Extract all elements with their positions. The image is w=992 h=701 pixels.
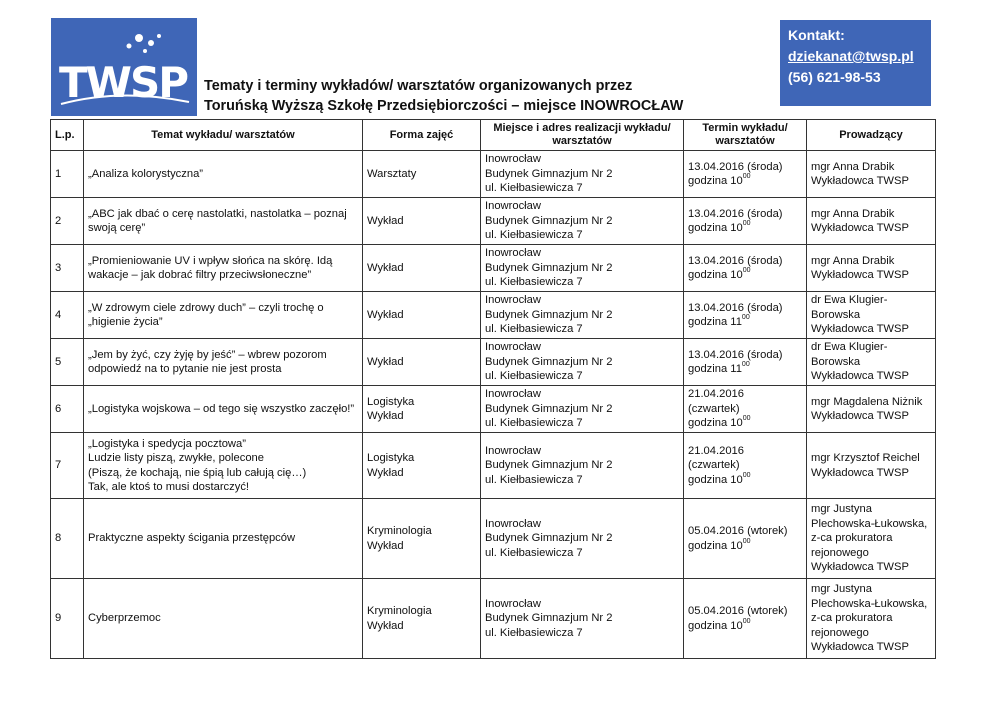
header-miejsce: Miejsce i adres realizacji wykładu/ warsztatów: [481, 120, 684, 151]
cell-prowadzacy: mgr Anna Drabik Wykładowca TWSP: [807, 245, 936, 292]
cell-termin: [684, 499, 807, 579]
cell-lp: 3: [51, 245, 84, 292]
table-row: [51, 339, 936, 386]
header-temat: Temat wykładu/ warsztatów: [84, 120, 363, 151]
termin-date: 13.04.2016 (środa): [688, 301, 783, 314]
cell-forma: Warsztaty: [363, 151, 481, 198]
header-forma: Forma zajęć: [363, 120, 481, 151]
cell-prowadzacy: mgr Justyna Plechowska-Łukowska, z-ca prokuratora rejonowego Wykładowca TWSP: [807, 579, 936, 659]
cell-temat: „Logistyka wojskowa – od tego się wszystko zaczęło!”: [84, 386, 363, 433]
cell-forma: Logistyka Wykład: [363, 433, 481, 499]
cell-lp: 9: [51, 579, 84, 659]
termin-date: 05.04.2016 (wtorek): [688, 525, 788, 537]
time-minutes: 00: [741, 361, 750, 368]
cell-prowadzacy: mgr Krzysztof Reichel Wykładowca TWSP: [807, 433, 936, 499]
time-hour: godzina 10: [688, 222, 743, 234]
termin-time: [688, 619, 802, 634]
table-row: [51, 245, 936, 292]
table-row: [51, 292, 936, 339]
termin-time: [688, 539, 802, 554]
cell-lp: 8: [51, 499, 84, 579]
contact-box: [780, 20, 931, 106]
cell-miejsce: Inowrocław Budynek Gimnazjum Nr 2 ul. Kiełbasiewicza 7: [481, 433, 684, 499]
cell-forma: Wykład: [363, 292, 481, 339]
contact-label: Kontakt:: [788, 27, 845, 43]
cell-termin: [684, 151, 807, 198]
termin-date: 21.04.2016 (czwartek): [688, 388, 744, 415]
termin-time: [688, 315, 802, 330]
cell-prowadzacy: dr Ewa Klugier- Borowska Wykładowca TWSP: [807, 292, 936, 339]
table-row: [51, 198, 936, 245]
cell-lp: 6: [51, 386, 84, 433]
header-termin: Termin wykładu/ warsztatów: [684, 120, 807, 151]
cell-termin: [684, 339, 807, 386]
table-row: [51, 579, 936, 659]
cell-forma: Wykład: [363, 198, 481, 245]
termin-date: 05.04.2016 (wtorek): [688, 605, 788, 617]
cell-temat: „Promieniowanie UV i wpływ słońca na skórę. Idą wakacje – jak dobrać filtry przeciwsłoneczne”: [84, 245, 363, 292]
table-row: [51, 151, 936, 198]
cell-temat: „W zdrowym ciele zdrowy duch” – czyli trochę o „higienie życia”: [84, 292, 363, 339]
cell-prowadzacy: mgr Magdalena Niżnik Wykładowca TWSP: [807, 386, 936, 433]
cell-termin: [684, 386, 807, 433]
time-minutes: 00: [742, 267, 751, 274]
cell-miejsce: Inowrocław Budynek Gimnazjum Nr 2 ul. Kiełbasiewicza 7: [481, 198, 684, 245]
termin-time: [688, 174, 802, 189]
time-hour: godzina 10: [688, 175, 743, 187]
time-minutes: 00: [742, 220, 751, 227]
cell-miejsce: Inowrocław Budynek Gimnazjum Nr 2 ul. Kiełbasiewicza 7: [481, 579, 684, 659]
cell-miejsce: Inowrocław Budynek Gimnazjum Nr 2 ul. Kiełbasiewicza 7: [481, 245, 684, 292]
termin-time: [688, 473, 802, 488]
header-lp: L.p.: [51, 120, 84, 151]
cell-prowadzacy: mgr Anna Drabik Wykładowca TWSP: [807, 198, 936, 245]
time-hour: godzina 10: [688, 417, 743, 430]
cell-forma: Kryminologia Wykład: [363, 499, 481, 579]
time-hour: godzina 10: [688, 619, 743, 632]
logo-text: TWSP: [59, 58, 188, 107]
termin-time: [688, 416, 802, 431]
cell-prowadzacy: mgr Justyna Plechowska-Łukowska, z-ca prokuratora rejonowego Wykładowca TWSP: [807, 499, 936, 579]
time-minutes: 00: [742, 173, 751, 180]
time-minutes: 00: [741, 314, 750, 321]
table-row: [51, 386, 936, 433]
cell-miejsce: Inowrocław Budynek Gimnazjum Nr 2 ul. Kiełbasiewicza 7: [481, 339, 684, 386]
time-hour: godzina 10: [688, 269, 743, 281]
time-hour: godzina 10: [688, 473, 743, 486]
termin-time: [688, 268, 802, 283]
cell-forma: Wykład: [363, 245, 481, 292]
cell-lp: 7: [51, 433, 84, 499]
termin-date: 21.04.2016 (czwartek): [688, 444, 744, 472]
cell-lp: 2: [51, 198, 84, 245]
cell-temat: „Jem by żyć, czy żyję by jeść” – wbrew pozorom odpowiedź na to pytanie nie jest prosta: [84, 339, 363, 386]
time-hour: godzina 11: [688, 363, 742, 375]
cell-lp: 4: [51, 292, 84, 339]
page-title: [204, 76, 683, 116]
cell-forma: Logistyka Wykład: [363, 386, 481, 433]
cell-miejsce: Inowrocław Budynek Gimnazjum Nr 2 ul. Kiełbasiewicza 7: [481, 386, 684, 433]
title-line-2: Toruńską Wyższą Szkołę Przedsiębiorczości – miejsce INOWROCŁAW: [204, 98, 684, 114]
cell-lp: 5: [51, 339, 84, 386]
termin-date: 13.04.2016 (środa): [688, 348, 783, 361]
cell-miejsce: Inowrocław Budynek Gimnazjum Nr 2 ul. Kiełbasiewicza 7: [481, 151, 684, 198]
cell-lp: 1: [51, 151, 84, 198]
cell-forma: Wykład: [363, 339, 481, 386]
time-hour: godzina 11: [688, 316, 742, 328]
termin-time: [688, 362, 802, 377]
time-minutes: 00: [742, 537, 751, 545]
table-header-row: [51, 120, 936, 151]
cell-temat: „Analiza kolorystyczna”: [84, 151, 363, 198]
time-hour: godzina 10: [688, 539, 743, 552]
time-minutes: 00: [742, 415, 751, 423]
cell-prowadzacy: dr Ewa Klugier- Borowska Wykładowca TWSP: [807, 339, 936, 386]
cell-termin: [684, 198, 807, 245]
header-prowadzacy: Prowadzący: [807, 120, 936, 151]
termin-date: 13.04.2016 (środa): [688, 254, 783, 267]
twsp-logo: [51, 18, 197, 116]
time-minutes: 00: [742, 617, 751, 625]
cell-miejsce: Inowrocław Budynek Gimnazjum Nr 2 ul. Kiełbasiewicza 7: [481, 499, 684, 579]
schedule-table: [50, 119, 936, 659]
cell-termin: [684, 292, 807, 339]
cell-forma: Kryminologia Wykład: [363, 579, 481, 659]
termin-date: 13.04.2016 (środa): [688, 160, 783, 173]
time-minutes: 00: [742, 471, 751, 479]
title-line-1: Tematy i terminy wykładów/ warsztatów organizowanych przez: [204, 78, 633, 94]
termin-time: [688, 221, 802, 236]
table-row: [51, 499, 936, 579]
cell-termin: [684, 579, 807, 659]
cell-temat: Cyberprzemoc: [84, 579, 363, 659]
cell-termin: [684, 245, 807, 292]
contact-phone: (56) 621-98-53: [788, 69, 881, 85]
cell-miejsce: Inowrocław Budynek Gimnazjum Nr 2 ul. Kiełbasiewicza 7: [481, 292, 684, 339]
cell-temat: „Logistyka i spedycja pocztowa” Ludzie listy piszą, zwykłe, polecone (Piszą, że kochają, nie śpią lub całują cię…) Tak, ale ktoś to musi dostarczyć!: [84, 433, 363, 499]
termin-date: 13.04.2016 (środa): [688, 207, 783, 220]
cell-prowadzacy: mgr Anna Drabik Wykładowca TWSP: [807, 151, 936, 198]
cell-temat: Praktyczne aspekty ścigania przestępców: [84, 499, 363, 579]
table-row: [51, 433, 936, 499]
cell-temat: „ABC jak dbać o cerę nastolatki, nastolatka – poznaj swoją cerę”: [84, 198, 363, 245]
cell-termin: [684, 433, 807, 499]
contact-email-link[interactable]: dziekanat@twsp.pl: [788, 48, 914, 64]
